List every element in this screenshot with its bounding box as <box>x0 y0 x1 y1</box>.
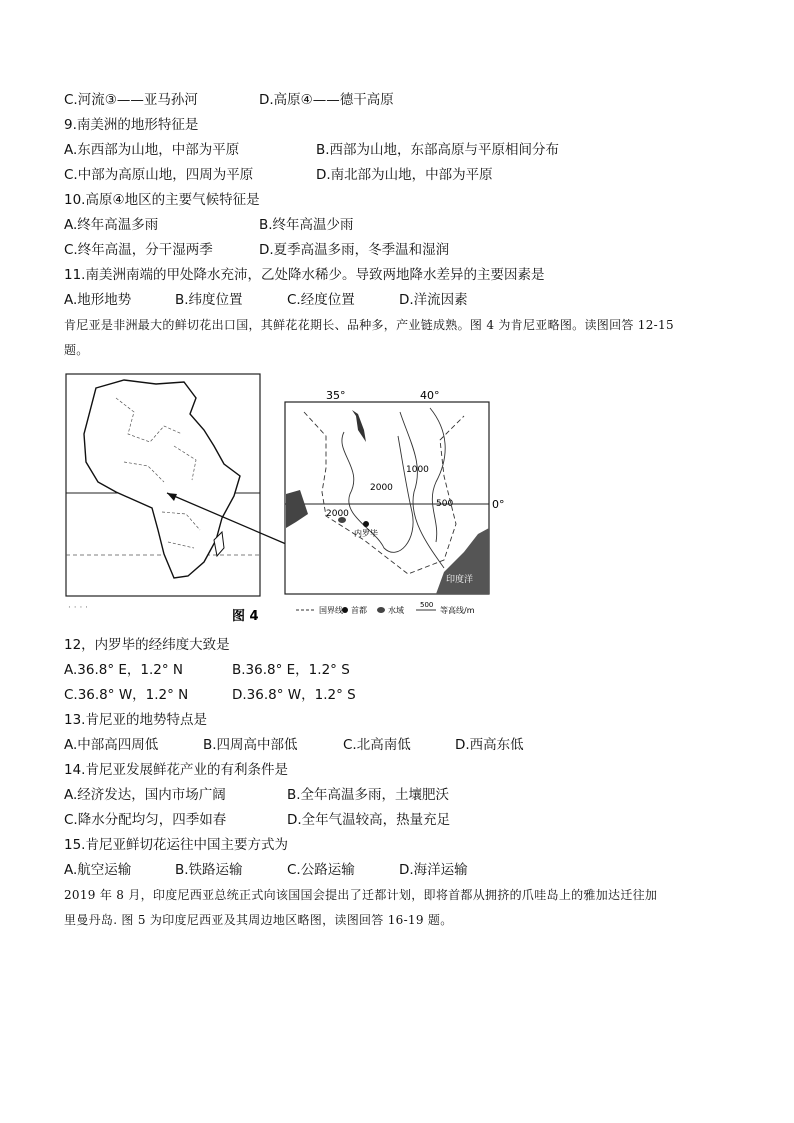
legend-water: 水域 <box>388 606 404 615</box>
question-stem: 15.肯尼亚鲜切花运往中国主要方式为 <box>64 837 288 853</box>
answer-option: D.夏季高温多雨，冬季温和湿润 <box>259 242 450 258</box>
contour-label: 1000 <box>406 465 429 475</box>
answer-option: A.地形地势 <box>64 292 132 308</box>
answer-option: A.经济发达，国内市场广阔 <box>64 787 226 803</box>
question-stem: 12，内罗毕的经纬度大致是 <box>64 637 230 653</box>
answer-option: B.36.8° E，1.2° S <box>232 662 350 678</box>
question-stem: 14.肯尼亚发展鲜花产业的有利条件是 <box>64 762 288 778</box>
answer-option: A.终年高温多雨 <box>64 217 159 233</box>
ocean-label: 印度洋 <box>446 575 474 585</box>
answer-option: D.南北部为山地，中部为平原 <box>316 167 493 183</box>
question-stem: 9.南美洲的地形特征是 <box>64 117 199 133</box>
svg-text:· · · ·: · · · · <box>68 603 89 613</box>
passage-text: 里曼丹岛. 图 5 为印度尼西亚及其周边地区略图，读图回答 16-19 题。 <box>64 913 453 927</box>
answer-option: C.中部为高原山地，四周为平原 <box>64 167 254 183</box>
answer-option: B.全年高温多雨，土壤肥沃 <box>287 787 450 803</box>
answer-option: A.36.8° E，1.2° N <box>64 662 184 678</box>
answer-option: C.公路运输 <box>287 862 355 878</box>
figure-caption: 图 4 <box>232 609 259 624</box>
contour-label: 2000 <box>326 509 349 519</box>
answer-option: B.西部为山地，东部高原与平原相间分布 <box>316 142 560 158</box>
question-stem: 11.南美洲南端的甲处降水充沛，乙处降水稀少。导致两地降水差异的主要因素是 <box>64 267 545 283</box>
answer-option: B.纬度位置 <box>175 292 243 308</box>
passage-text: 肯尼亚是非洲最大的鲜切花出口国，其鲜花花期长、品种多，产业链成熟。图 4 为肯尼亚略图。读图回答 12-15 <box>64 318 674 332</box>
answer-option: A.航空运输 <box>64 862 132 878</box>
answer-option: C.36.8° W，1.2° N <box>64 687 189 703</box>
answer-option: C.河流③——亚马孙河 <box>64 92 198 108</box>
answer-option: B.四周高中部低 <box>203 737 298 753</box>
answer-option: D.西高东低 <box>455 737 524 753</box>
answer-option: A.东西部为山地，中部为平原 <box>64 142 240 158</box>
answer-option: D.全年气温较高，热量充足 <box>287 812 451 828</box>
answer-option: D.36.8° W，1.2° S <box>232 687 356 703</box>
city-label-nairobi: 内罗毕 <box>354 529 378 538</box>
answer-option: D.高原④——德干高原 <box>259 92 394 108</box>
passage-text: 题。 <box>64 343 89 357</box>
answer-option: C.经度位置 <box>287 292 355 308</box>
contour-label: 2000 <box>370 483 393 493</box>
latitude-label-0: 0° <box>492 498 504 511</box>
answer-option: C.北高南低 <box>343 737 411 753</box>
question-stem: 13.肯尼亚的地势特点是 <box>64 712 207 728</box>
contour-label: 500 <box>436 499 454 509</box>
answer-option: D.海洋运输 <box>399 862 468 878</box>
passage-text: 2019 年 8 月，印度尼西亚总统正式向该国国会提出了迁都计划，即将首都从拥挤的爪哇岛上的雅加达迁往加 <box>64 888 658 902</box>
answer-option: D.洋流因素 <box>399 292 468 308</box>
answer-option: A.中部高四周低 <box>64 737 159 753</box>
question-stem: 10.高原④地区的主要气候特征是 <box>64 192 260 208</box>
legend-contour-value: 500 <box>420 601 434 609</box>
africa-inset-map <box>66 374 260 613</box>
longitude-label-35: 35° <box>326 389 346 402</box>
legend-capital: 首都 <box>351 606 367 615</box>
answer-option: C.降水分配均匀，四季如春 <box>64 812 227 828</box>
answer-option: B.终年高温少雨 <box>259 217 354 233</box>
answer-option: B.铁路运输 <box>175 862 243 878</box>
answer-option: C.终年高温，分干湿两季 <box>64 242 213 258</box>
longitude-label-40: 40° <box>420 389 440 402</box>
legend-border: 国界线 <box>319 606 343 615</box>
legend-contour: 等高线/m <box>440 606 475 615</box>
figure-4-kenya-map <box>64 372 504 624</box>
